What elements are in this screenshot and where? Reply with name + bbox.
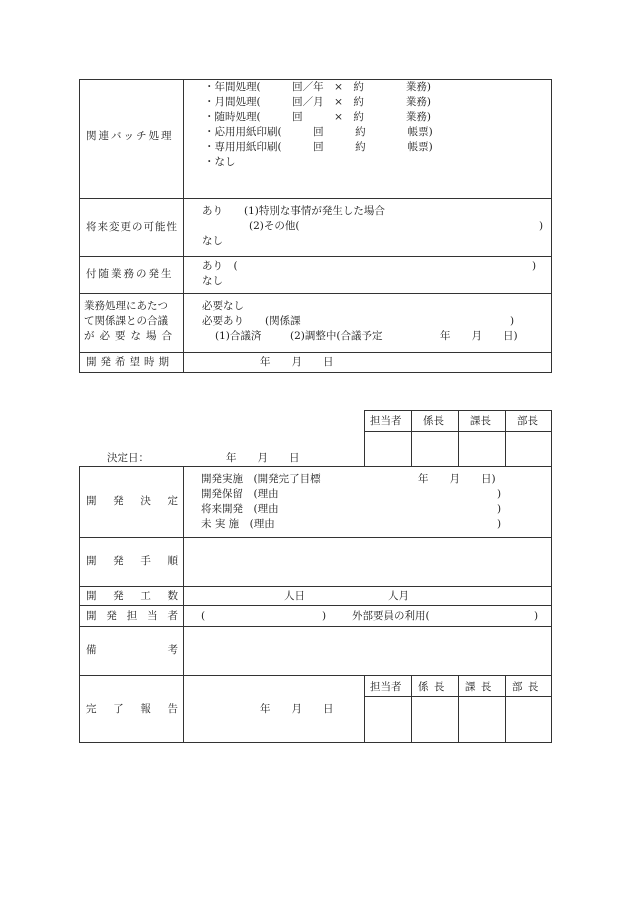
label-char: 数 [167,590,178,602]
related-batch-line: ・なし [204,156,236,168]
label-char: 開 [86,590,97,602]
future-change-line3: なし [202,235,223,247]
incidental-line1: あり ( [202,260,238,272]
decision-line-tail: ) [497,503,502,515]
label-char: 発 [113,590,124,602]
future-change-line2: (2)その他( [249,220,300,232]
label-char: 考 [167,644,178,656]
label-char: 工 [140,590,151,602]
consultation-close2: ) [510,315,515,327]
incidental-close: ) [532,260,537,272]
future-change-close: ) [539,220,544,232]
completion-col-kakaricho: 係 長 [418,681,446,693]
label-char: 開 [86,555,97,567]
row-divider [79,293,552,294]
decision-line: 将来開発 (理由 [201,503,279,515]
man-hours-unit-month: 人月 [388,590,409,602]
label-char: 告 [167,703,178,715]
decision-date-value: 年 月 日 [226,452,300,464]
decision-line-tail: ) [497,518,502,530]
row-divider [79,537,552,538]
completion-header-divider [364,696,552,697]
completion-date: 年 月 日 [260,703,334,715]
decision-line: 開発実施 (開発完了目標 [201,473,321,485]
row-divider [79,605,552,606]
row-divider [79,256,552,257]
label-char: 発 [113,495,124,507]
label-char: 定 [167,495,178,507]
label-char: 了 [113,703,124,715]
incidental-line2: なし [202,275,223,287]
approval-col-divider [458,410,459,467]
desired-period-value: 年 月 日 [260,356,334,368]
man-hours-unit-day: 人日 [284,590,305,602]
completion-col-bucho: 部 長 [512,681,540,693]
row-divider [79,626,552,627]
label-char: 備 [86,644,97,656]
external-staff-label: 外部要員の利用( [352,610,430,622]
approval-col-kacho: 課長 [470,415,491,427]
consultation-line2: 必要あり (関係課 [202,315,301,327]
assignee-close: ) [322,610,327,622]
man-hours-label [86,590,178,603]
row-divider [79,352,552,353]
approval-col-kakaricho: 係長 [423,415,444,427]
label-char: 開 [86,610,97,622]
label-char: 担 [126,610,138,622]
label-char: 完 [86,703,97,715]
approval-col-tantousha: 担当者 [370,415,402,427]
consultation-line1: 必要なし [202,300,244,312]
label-char: 順 [167,555,178,567]
future-change-label: 将来変更の可能性 [86,221,178,233]
completion-col-kacho: 課 長 [465,681,493,693]
consultation-label-line: て関係課との合議 [84,315,168,327]
related-batch-line: ・随時処理( 回 × 約 業務) [204,111,431,123]
row-divider [79,198,552,199]
label-char: 開 [86,495,97,507]
incidental-label: 付随業務の発生 [86,268,174,280]
approval-col-divider [505,410,506,467]
label-char: 発 [106,610,117,622]
upper-label-divider [183,79,184,373]
completion-approval-divider [364,675,365,743]
procedure-label [86,555,178,568]
external-staff-close: ) [534,610,539,622]
decision-line-tail: ) [497,488,502,500]
decision-date-label: 決定日： [107,452,149,464]
decision-line: 開発保留 (理由 [201,488,279,500]
completion-col-tantousha: 担当者 [370,681,402,693]
completion-col-divider [505,675,506,743]
label-char: 決 [140,495,151,507]
consultation-line3a: (1)合議済 [215,330,262,342]
related-batch-line: ・年間処理( 回／年 × 約 業務) [204,81,431,93]
consultation-line3b: (2)調整中(合議予定 [290,330,383,342]
completion-col-divider [458,675,459,743]
completion-col-divider [411,675,412,743]
decision-line: 未 実 施 (理由 [201,518,275,530]
label-char: 当 [147,610,158,622]
label-char: 者 [167,610,178,622]
consultation-line3c: 年 月 日) [440,330,518,342]
row-divider [79,586,552,587]
related-batch-line: ・月間処理( 回／月 × 約 業務) [204,96,431,108]
label-char: 発 [113,555,124,567]
approval-col-bucho: 部長 [517,415,538,427]
remarks-label [86,644,178,657]
decision-label [86,495,178,508]
future-change-line1: あり (1)特別な事情が発生した場合 [202,205,385,217]
approval-col-divider [411,410,412,467]
related-batch-line: ・専用用紙印刷( 回 約 帳票) [204,141,433,153]
consultation-label-line: が必要な場合 [84,330,177,342]
related-batch-label: 関連バッチ処理 [86,130,174,142]
desired-period-label: 開発希望時期 [86,356,173,368]
decision-line-tail: 年 月 日) [418,473,496,485]
assignee-open: ( [201,610,206,622]
row-divider [79,675,552,676]
label-char: 報 [140,703,151,715]
completion-label [86,703,178,716]
related-batch-line: ・応用用紙印刷( 回 約 帳票) [204,126,433,138]
assignee-label [86,610,178,623]
label-char: 手 [140,555,151,567]
consultation-label-line: 業務処理にあたつ [84,300,168,312]
